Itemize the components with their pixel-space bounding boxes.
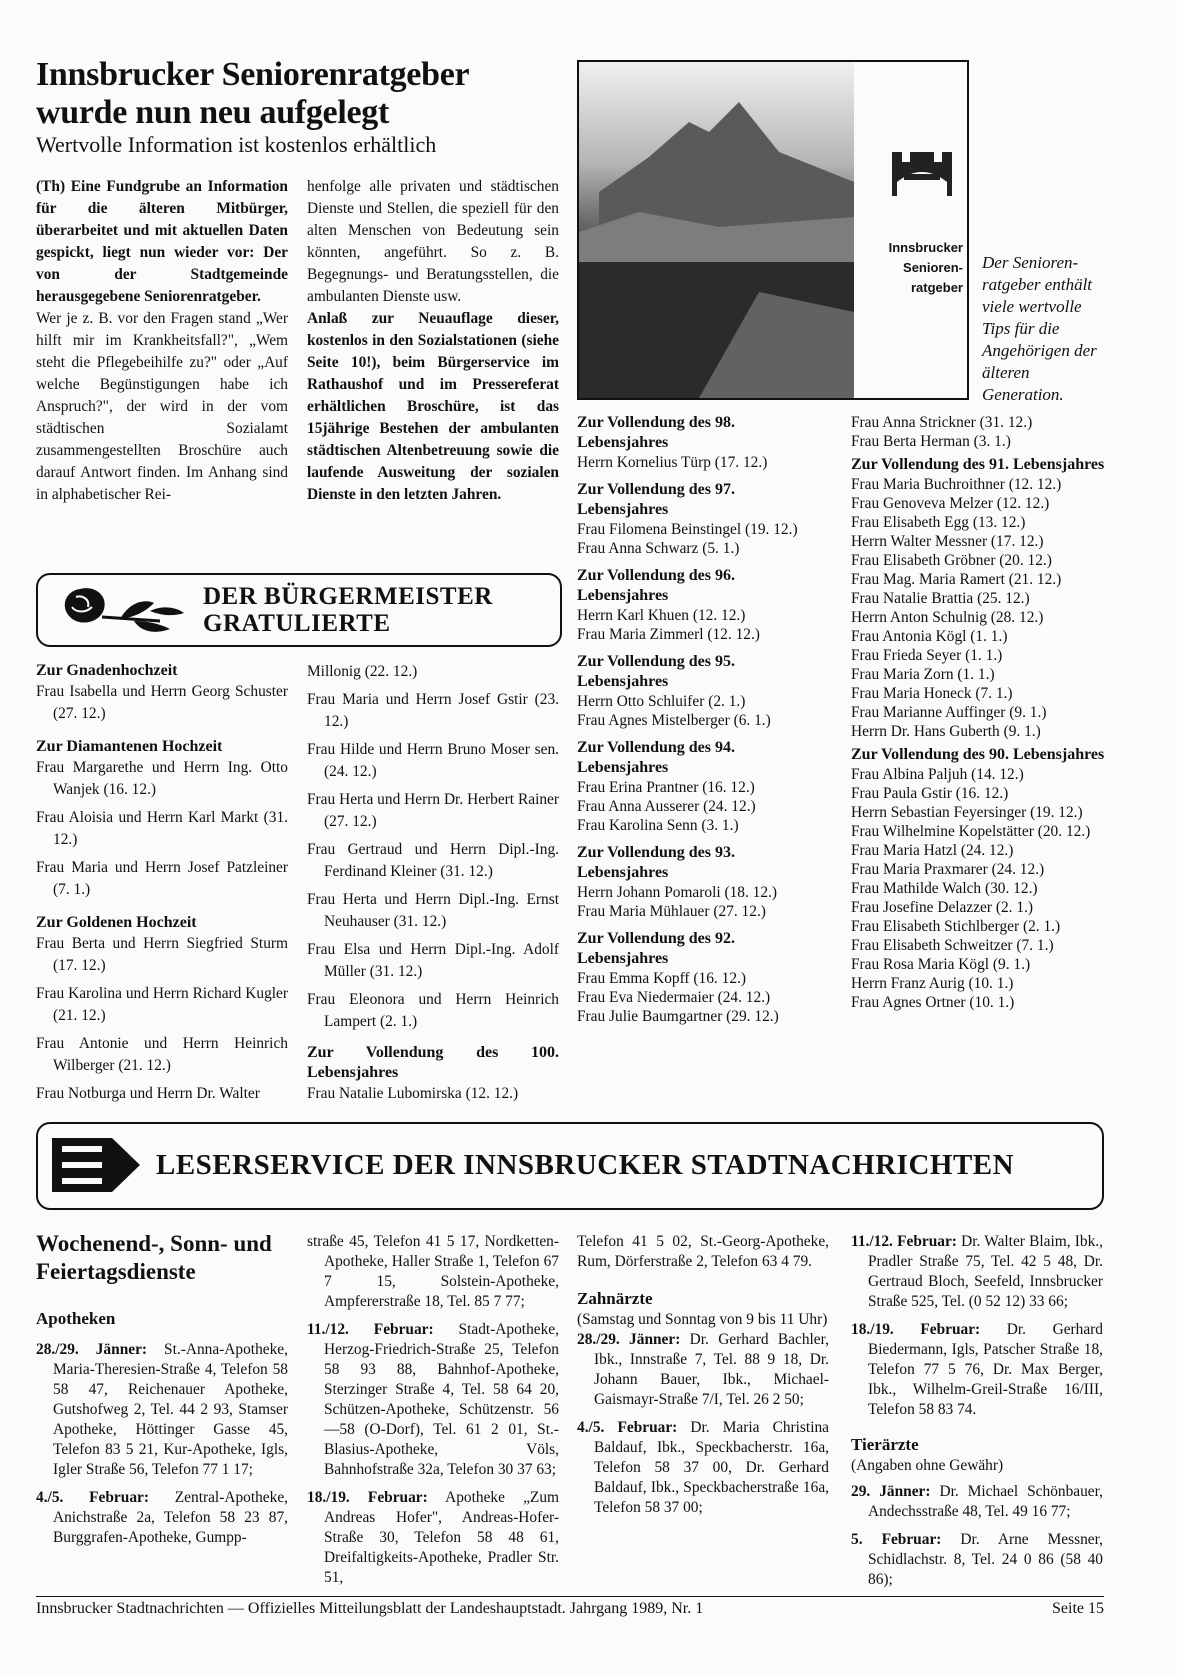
honor-heading: Zur Vollendung des 96. Lebensjahres: [577, 567, 735, 604]
honoree-line: Frau Marianne Auffinger (9. 1.): [851, 704, 1047, 721]
service-date: 28./29. Jänner:: [36, 1341, 148, 1358]
apotheken-list-1: [36, 1340, 288, 1548]
honor-heading: Zur Vollendung des 94. Lebensjahres: [577, 739, 735, 776]
service-details: Dr. Maria Christina Baldauf, Ibk., Speckbacherstr. 16a, Telefon 58 37 00, Dr. Gerhard Baldauf, Ibk., Speckbacherstraße 16a, Telefon 58 37 00;: [594, 1419, 829, 1516]
honoree-line: Frau Karolina Senn (3. 1.): [577, 817, 739, 834]
service-details: Dr. Michael Schönbauer, Andechsstraße 48, Tel. 49 16 77;: [868, 1483, 1103, 1520]
honoree-line: Frau Erina Prantner (16. 12.): [577, 779, 755, 796]
honoree-entry: Millonig (22. 12.): [307, 663, 418, 680]
honoree-line: Herrn Kornelius Türp (17. 12.): [577, 454, 768, 471]
honoree-entry: Frau Elsa und Herrn Dipl.-Ing. Adolf Müller (31. 12.): [307, 941, 559, 980]
honoree-line: Frau Emma Kopff (16. 12.): [577, 970, 746, 987]
zahnaerzte-list: [577, 1330, 829, 1518]
honor-heading: Zur Diamantenen Hochzeit: [36, 738, 223, 755]
service-entry: [851, 1482, 1103, 1522]
service-column-1: [36, 1230, 288, 1556]
service-entry: [851, 1530, 1103, 1590]
honoree-entry: Frau Margarethe und Herrn Ing. Otto Wanjek (16. 12.): [36, 759, 288, 798]
service-column-2: [307, 1232, 559, 1596]
service-details: Stadt-Apotheke, Herzog-Friedrich-Straße 25, Telefon 58 93 88, Bahnhof-Apotheke, Sterzinger Straße 4, Tel. 58 64 20, Schützen-Apotheke, Schützenstr. 56—58 (O-Dorf), Tel. 61 2 01, St.-Blasius-Apotheke, Völs, Bahnhofstraße 32a, Telefon 30 37 63;: [324, 1321, 559, 1478]
honoree-line: Frau Natalie Brattia (25. 12.): [851, 590, 1030, 607]
honor-heading: Zur Vollendung des 98. Lebensjahres: [577, 414, 735, 451]
honoree-entry: Frau Hilde und Herrn Bruno Moser sen. (24. 12.): [307, 741, 559, 780]
honoree-line: Herrn Johann Pomaroli (18. 12.): [577, 884, 778, 901]
honoree-line: Herrn Walter Messner (17. 12.): [851, 533, 1044, 550]
honoree-line: Frau Elisabeth Schweitzer (7. 1.): [851, 937, 1054, 954]
honoree-line: Herrn Anton Schulnig (28. 12.): [851, 609, 1044, 626]
honor-heading: Zur Vollendung des 100. Lebensjahres: [307, 1044, 559, 1081]
honor-heading: Zur Vollendung des 90. Lebensjahres: [851, 746, 1105, 763]
honoree-line: Herrn Sebastian Feyersinger (19. 12.): [851, 804, 1083, 821]
honor-heading: Zur Vollendung des 92. Lebensjahres: [577, 930, 735, 967]
tieraerzte-note: (Angaben ohne Gewähr): [851, 1457, 1004, 1474]
honoree-entry: Frau Natalie Lubomirska (12. 12.): [307, 1085, 519, 1102]
honoree-line: Frau Agnes Ortner (10. 1.): [851, 994, 1015, 1011]
zahnaerzte-list-2: [851, 1232, 1103, 1420]
photo-caption: Der Senioren-ratgeber enthält viele wertvolle Tips für die Angehörigen der älteren Generation.: [982, 253, 1097, 404]
article-column-2: [307, 176, 559, 506]
honoree-line: Herrn Franz Aurig (10. 1.): [851, 975, 1014, 992]
article-bold-paragraph: Anlaß zur Neuauflage dieser, kostenlos in den Sozialstationen (siehe Seite 10!), beim Bürgerservice im Rathaushof und im Pressereferat erhältlichen Broschüre, ist das 15jährige Bestehen der ambulanten städtischen Altenbetreuung sowie die laufende Ausweitung der sozialen Dienste in den letzten Jahren.: [307, 310, 559, 503]
spacer: [577, 558, 827, 566]
honoree-entry: Frau Herta und Herrn Dipl.-Ing. Ernst Neuhauser (31. 12.): [307, 891, 559, 930]
service-column-4: [851, 1232, 1103, 1598]
service-details: Dr. Arne Messner, Schidlachstr. 8, Tel. 24 0 86 (58 40 86);: [868, 1531, 1103, 1588]
honoree-line: Frau Josefine Delazzer (2. 1.): [851, 899, 1034, 916]
service-date: 29. Jänner:: [851, 1483, 931, 1500]
leserservice-title: LESERSERVICE DER INNSBRUCKER STADTNACHRICHTEN: [156, 1149, 1015, 1181]
honoree-line: Frau Genoveva Melzer (12. 12.): [851, 495, 1050, 512]
honoree-line: Herrn Dr. Hans Guberth (9. 1.): [851, 723, 1041, 740]
honor-heading: Zur Vollendung des 95. Lebensjahres: [577, 653, 735, 690]
spacer: [577, 644, 827, 652]
service-entry: [577, 1418, 829, 1518]
service-date: 4./5. Februar:: [36, 1489, 149, 1506]
service-details: straße 45, Telefon 41 5 17, Nordketten-Apotheke, Haller Straße 1, Telefon 67 7 15, Solstein-Apotheke, Ampfererstraße 18, Tel. 85 7 77;: [307, 1233, 559, 1310]
honoree-line: Frau Elisabeth Gröbner (20. 12.): [851, 552, 1052, 569]
mayor-column-1: [36, 661, 288, 1111]
honoree-line: Frau Mathilde Walch (30. 12.): [851, 880, 1038, 897]
honoree-entry: Frau Maria und Herrn Josef Patzleiner (7. 1.): [36, 859, 288, 898]
title-line-1: Innsbrucker Seniorenratgeber: [36, 56, 470, 93]
service-entry: [36, 1488, 288, 1548]
apotheken-continued: Telefon 41 5 02, St.-Georg-Apotheke, Rum, Dörferstraße 2, Telefon 63 4 79.: [577, 1233, 829, 1270]
honor-heading: Zur Goldenen Hochzeit: [36, 914, 197, 931]
service-entry: [307, 1320, 559, 1480]
honoree-line: Frau Wilhelmine Kopelstätter (20. 12.): [851, 823, 1091, 840]
mountain-landscape-image: [579, 62, 967, 398]
service-column-3: [577, 1232, 829, 1526]
honoree-line: Frau Antonia Kögl (1. 1.): [851, 628, 1008, 645]
service-date: 18./19. Februar:: [851, 1321, 981, 1338]
honoree-entry: Frau Berta und Herrn Siegfried Sturm (17. 12.): [36, 935, 288, 974]
honoree-line: Frau Elisabeth Egg (13. 12.): [851, 514, 1026, 531]
service-date: 5. Februar:: [851, 1531, 942, 1548]
honoree-line: Frau Berta Herman (3. 1.): [851, 433, 1011, 450]
footer-publication: Innsbrucker Stadtnachrichten — Offizielles Mitteilungsblatt der Landeshauptstadt. Jahrgang 1989, Nr. 1: [36, 1600, 704, 1617]
article-column-1: [36, 176, 288, 506]
article-body-2: henfolge alle privaten und städtischen Dienste und Stellen, die speziell für den alten Menschen von Bedeutung sein könnten, angeführt. So z. B. Begegnungs- und Beratungsstellen, die ambulanten Dienste usw.: [307, 178, 559, 305]
pencil-logo-icon: [48, 1132, 148, 1198]
honoree-entry: Frau Aloisia und Herrn Karl Markt (31. 12.): [36, 809, 288, 848]
mayor-column-4: [851, 413, 1121, 1012]
service-entry: [307, 1232, 559, 1312]
spacer: [577, 472, 827, 480]
honoree-line: Frau Paula Gstir (16. 12.): [851, 785, 1009, 802]
service-date: 4./5. Februar:: [577, 1419, 678, 1436]
honoree-line: Frau Anna Schwarz (5. 1.): [577, 540, 740, 557]
honor-heading: Zur Vollendung des 91. Lebensjahres: [851, 456, 1105, 473]
service-details: Dr. Gerhard Biedermann, Igls, Patscher Straße 18, Telefon 77 5 76, Dr. Max Berger, Ibk., Wilhelm-Greil-Straße 16/III, Telefon 58 83 74.: [868, 1321, 1103, 1418]
zahnaerzte-note: (Samstag und Sonntag von 9 bis 11 Uhr): [577, 1311, 828, 1328]
honoree-line: Frau Maria Buchroithner (12. 12.): [851, 476, 1062, 493]
mayor-banner: [36, 573, 562, 647]
service-heading: Wochenend-, Sonn- und Feiertagsdienste: [36, 1231, 272, 1284]
footer-rule: [36, 1596, 1104, 1597]
service-details: St.-Anna-Apotheke, Maria-Theresien-Straße 4, Telefon 58 58 47, Reichenauer Apotheke, Gutshofweg 2, Tel. 44 2 93, Stamser Apotheke, Höttinger Gasse 45, Telefon 83 5 21, Kur-Apotheke, Igls, Igler Straße 56, Telefon 77 1 17;: [53, 1341, 288, 1478]
honoree-line: Frau Maria Zorn (1. 1.): [851, 666, 995, 683]
article-body-1: Wer je z. B. vor den Fragen stand „Wer hilft mir im Krankheitsfall?", „Wem steht die Pflegebeihilfe zu?" oder „Auf welche Begünstigungen habe ich Anspruch?", der wird in der vom städtischen Sozialamt zusammengestellten Broschüre auch darauf Antwort finden. Im Anhang sind in alphabetischer Rei-: [36, 310, 288, 503]
honoree-line: Frau Albina Paljuh (14. 12.): [851, 766, 1024, 783]
mayor-banner-line-2: GRATULIERTE: [203, 610, 391, 637]
honoree-line: Frau Maria Praxmarer (24. 12.): [851, 861, 1045, 878]
honoree-line: Frau Rosa Maria Kögl (9. 1.): [851, 956, 1031, 973]
service-details: Dr. Gerhard Bachler, Ibk., Innstraße 7, Tel. 88 9 18, Dr. Johann Bauer, Ibk., Michael-Gaismayr-Straße 7/I, Tel. 26 2 50;: [594, 1331, 829, 1408]
article-subtitle: Wertvolle Information ist kostenlos erhältlich: [36, 132, 437, 157]
honoree-line: Frau Maria Mühlauer (27. 12.): [577, 903, 766, 920]
honor-heading: Zur Vollendung des 97. Lebensjahres: [577, 481, 735, 518]
service-date: 11./12. Februar:: [851, 1233, 957, 1250]
apotheken-heading: Apotheken: [36, 1309, 116, 1328]
brochure-label: Innsbrucker Senioren-ratgeber: [888, 240, 963, 295]
honoree-line: Herrn Karl Khuen (12. 12.): [577, 607, 746, 624]
honoree-line: Frau Agnes Mistelberger (6. 1.): [577, 712, 771, 729]
service-entry: [307, 1488, 559, 1588]
mayor-column-2: [307, 661, 559, 1111]
innsbruck-bridge-logo-icon: [892, 152, 952, 196]
service-entry: [851, 1320, 1103, 1420]
honoree-entry: Frau Notburga und Herrn Dr. Walter: [36, 1085, 260, 1102]
zahnaerzte-heading: Zahnärzte: [577, 1289, 653, 1308]
honoree-entry: Frau Maria und Herrn Josef Gstir (23. 12.): [307, 691, 559, 730]
service-entry: [36, 1340, 288, 1480]
service-date: 18./19. Februar:: [307, 1489, 428, 1506]
honoree-line: Frau Anna Ausserer (24. 12.): [577, 798, 756, 815]
honoree-line: Frau Maria Zimmerl (12. 12.): [577, 626, 760, 643]
service-date: 11./12. Februar:: [307, 1321, 434, 1338]
honoree-line: Frau Filomena Beinstingel (19. 12.): [577, 521, 798, 538]
article-title: [36, 56, 576, 158]
honoree-line: Frau Maria Hatzl (24. 12.): [851, 842, 1014, 859]
article-lead: (Th) Eine Fundgrube an Information für die älteren Mitbürger, überarbeitet und mit aktuellen Daten gespickt, liegt nun wieder vor: Der von der Stadtgemeinde herausgegebene Seniorenratgeber.: [36, 178, 288, 305]
honor-heading: Zur Gnadenhochzeit: [36, 662, 178, 679]
service-details: Apotheke „Zum Andreas Hofer", Andreas-Hofer-Straße 30, Telefon 58 48 61, Dreifaltigkeits-Apotheke, Pradler Str. 51,: [324, 1489, 559, 1586]
honoree-entry: Frau Karolina und Herrn Richard Kugler (21. 12.): [36, 985, 288, 1024]
honoree-entry: Frau Isabella und Herrn Georg Schuster (27. 12.): [36, 683, 288, 722]
spacer: [577, 730, 827, 738]
title-line-2: wurde nun neu aufgelegt: [36, 94, 389, 131]
honoree-entry: Frau Gertraud und Herrn Dipl.-Ing. Ferdinand Kleiner (31. 12.): [307, 841, 559, 880]
tieraerzte-list: [851, 1482, 1103, 1590]
service-entry: [577, 1330, 829, 1410]
honoree-entry: Frau Eleonora und Herrn Heinrich Lampert (2. 1.): [307, 991, 559, 1030]
footer-page-number: Seite 15: [1052, 1600, 1104, 1617]
honoree-line: Frau Frieda Seyer (1. 1.): [851, 647, 1003, 664]
honoree-line: Frau Julie Baumgartner (29. 12.): [577, 1008, 779, 1025]
service-date: 28./29. Jänner:: [577, 1331, 681, 1348]
service-details: Dr. Walter Blaim, Ibk., Pradler Straße 75, Tel. 42 5 48, Dr. Gertraud Bloch, Seefeld, Innsbrucker Straße 525, Tel. (0 52 12) 33 66;: [868, 1233, 1103, 1310]
mayor-column-3: [577, 413, 827, 1026]
service-entry: [851, 1232, 1103, 1312]
honoree-line: Herrn Otto Schluifer (2. 1.): [577, 693, 746, 710]
honoree-entry: Frau Antonie und Herrn Heinrich Wilberger (21. 12.): [36, 1035, 288, 1074]
honoree-line: Frau Eva Niedermaier (24. 12.): [577, 989, 771, 1006]
spacer: [577, 835, 827, 843]
honoree-line: Frau Anna Strickner (31. 12.): [851, 414, 1033, 431]
honoree-line: Frau Maria Honeck (7. 1.): [851, 685, 1013, 702]
spacer: [577, 921, 827, 929]
tieraerzte-heading: Tierärzte: [851, 1435, 919, 1454]
honoree-entry: Frau Herta und Herrn Dr. Herbert Rainer (27. 12.): [307, 791, 559, 830]
honoree-line: Frau Mag. Maria Ramert (21. 12.): [851, 571, 1062, 588]
honoree-line: Frau Elisabeth Stichlberger (2. 1.): [851, 918, 1061, 935]
brochure-photo: [577, 60, 969, 400]
leserservice-banner: [36, 1122, 1104, 1210]
mayor-banner-line-1: DER BÜRGERMEISTER: [203, 583, 493, 610]
honor-heading: Zur Vollendung des 93. Lebensjahres: [577, 844, 735, 881]
rose-icon: [50, 581, 190, 637]
service-details: Zentral-Apotheke, Anichstraße 2a, Telefon 58 23 87, Burggrafen-Apotheke, Gumpp-: [53, 1489, 289, 1546]
